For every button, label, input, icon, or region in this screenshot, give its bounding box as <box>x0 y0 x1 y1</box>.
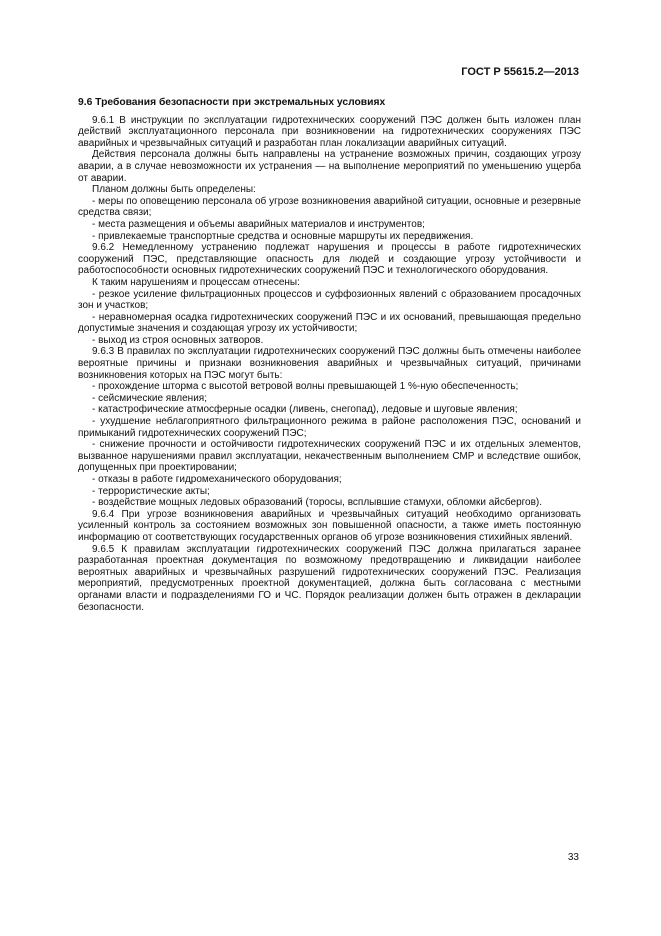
paragraph: Планом должны быть определены: <box>92 184 256 196</box>
paragraph: - меры по оповещению персонала об угрозе возникновения аварийной ситуации, основные и резервные средства связи; <box>78 195 581 219</box>
paragraph: - отказы в работе гидромеханического оборудования; <box>92 474 342 485</box>
paragraph: К таким нарушениям и процессам отнесены: <box>92 276 300 288</box>
section-title: 9.6 Требования безопасности при экстремальных условиях <box>78 97 386 108</box>
paragraph: 9.6.2 Немедленному устранению подлежат нарушения и процессы в работе гидротехнических сооружений ПЭС, представляющие опасность для людей и создающие угрозу устойчивости и работоспособности основных гидротехнических сооружений ПЭС и технологического оборудования. <box>78 242 581 277</box>
paragraph: - резкое усиление фильтрационных процессов и суффозионных явлений с образованием просадочных зон и участков; <box>78 288 581 312</box>
paragraph: 9.6.5 К правилам эксплуатации гидротехнических сооружений ПЭС должна прилагаться заранее разработанная проектная документация по возможному предотвращению и ликвидации наиболее вероятных аварийных и чрезвычайных разрушений гидротехнических сооружений ПЭС. Реализация мероприятий, предусмотренных проектной документацией, должна быть согласована с местными органами власти и подразделениями ГО и ЧС. Порядок реализации должен быть отражен в декларации безопасности. <box>78 543 581 613</box>
paragraph: Действия персонала должны быть направлены на устранение возможных причин, создающих угрозу аварии, а в случае невозможности их устранения — на выполнение мероприятий по уменьшению ущерба от аварии. <box>78 149 581 184</box>
paragraph: 9.6.3 В правилах по эксплуатации гидротехнических сооружений ПЭС должны быть отмечены наиболее вероятные причины и признаки возникновения аварийных и чрезвычайных ситуаций, причинами возникновения которых на ПЭС могут быть: <box>78 346 581 381</box>
paragraph: - сейсмические явления; <box>92 392 207 404</box>
paragraph: - прохождение шторма с высотой ветровой волны превышающей 1 %-ную обеспеченность; <box>92 381 519 393</box>
paragraph: 9.6.1 В инструкции по эксплуатации гидротехнических сооружений ПЭС должен быть изложен план действий эксплуатационного персонала при возникновении на гидротехнических сооружениях ПЭС аварийных и чрезвычайных ситуаций и разработан план локализации аварийных ситуаций. <box>78 114 581 149</box>
paragraph: - места размещения и объемы аварийных материалов и инструментов; <box>92 218 425 230</box>
document-body <box>78 97 581 613</box>
paragraph: - террористические акты; <box>92 485 210 497</box>
paragraph: - катастрофические атмосферные осадки (ливень, снегопад), ледовые и шуговые явления; <box>92 404 518 416</box>
paragraph: - ухудшение неблагоприятного фильтрационного режима в районе расположения ПЭС, оснований и примыканий гидротехнических сооружений ПЭС; <box>78 416 581 439</box>
page-number: 33 <box>567 852 579 863</box>
document-code-header: ГОСТ Р 55615.2—2013 <box>461 66 579 78</box>
paragraph: - привлекаемые транспортные средства и основные маршруты их передвижения. <box>92 230 474 242</box>
paragraph: - неравномерная осадка гидротехнических сооружений ПЭС и их оснований, превышающая предельно допустимые значения и создающая угрозу их устойчивости; <box>78 311 581 335</box>
paragraph-list <box>78 115 581 614</box>
paragraph: - воздействие мощных ледовых образований (торосы, всплывшие стамухи, обломки айсбергов). <box>92 497 543 509</box>
paragraph: - снижение прочности и остойчивости гидротехнических сооружений ПЭС и их отдельных элементов, вызванное нарушениями правил эксплуатации, некачественным выполнением СМР и вследствие ошибок, допущенных при проектировании; <box>78 439 581 474</box>
paragraph: - выход из строя основных затворов. <box>92 334 264 346</box>
paragraph: 9.6.4 При угрозе возникновения аварийных и чрезвычайных ситуаций необходимо организовать усиленный контроль за состоянием возможных зон повышенной опасности, а также иметь постоянную информацию от соответствующих государственных органов об угрозе возникновения стихийных явлений. <box>78 508 581 543</box>
